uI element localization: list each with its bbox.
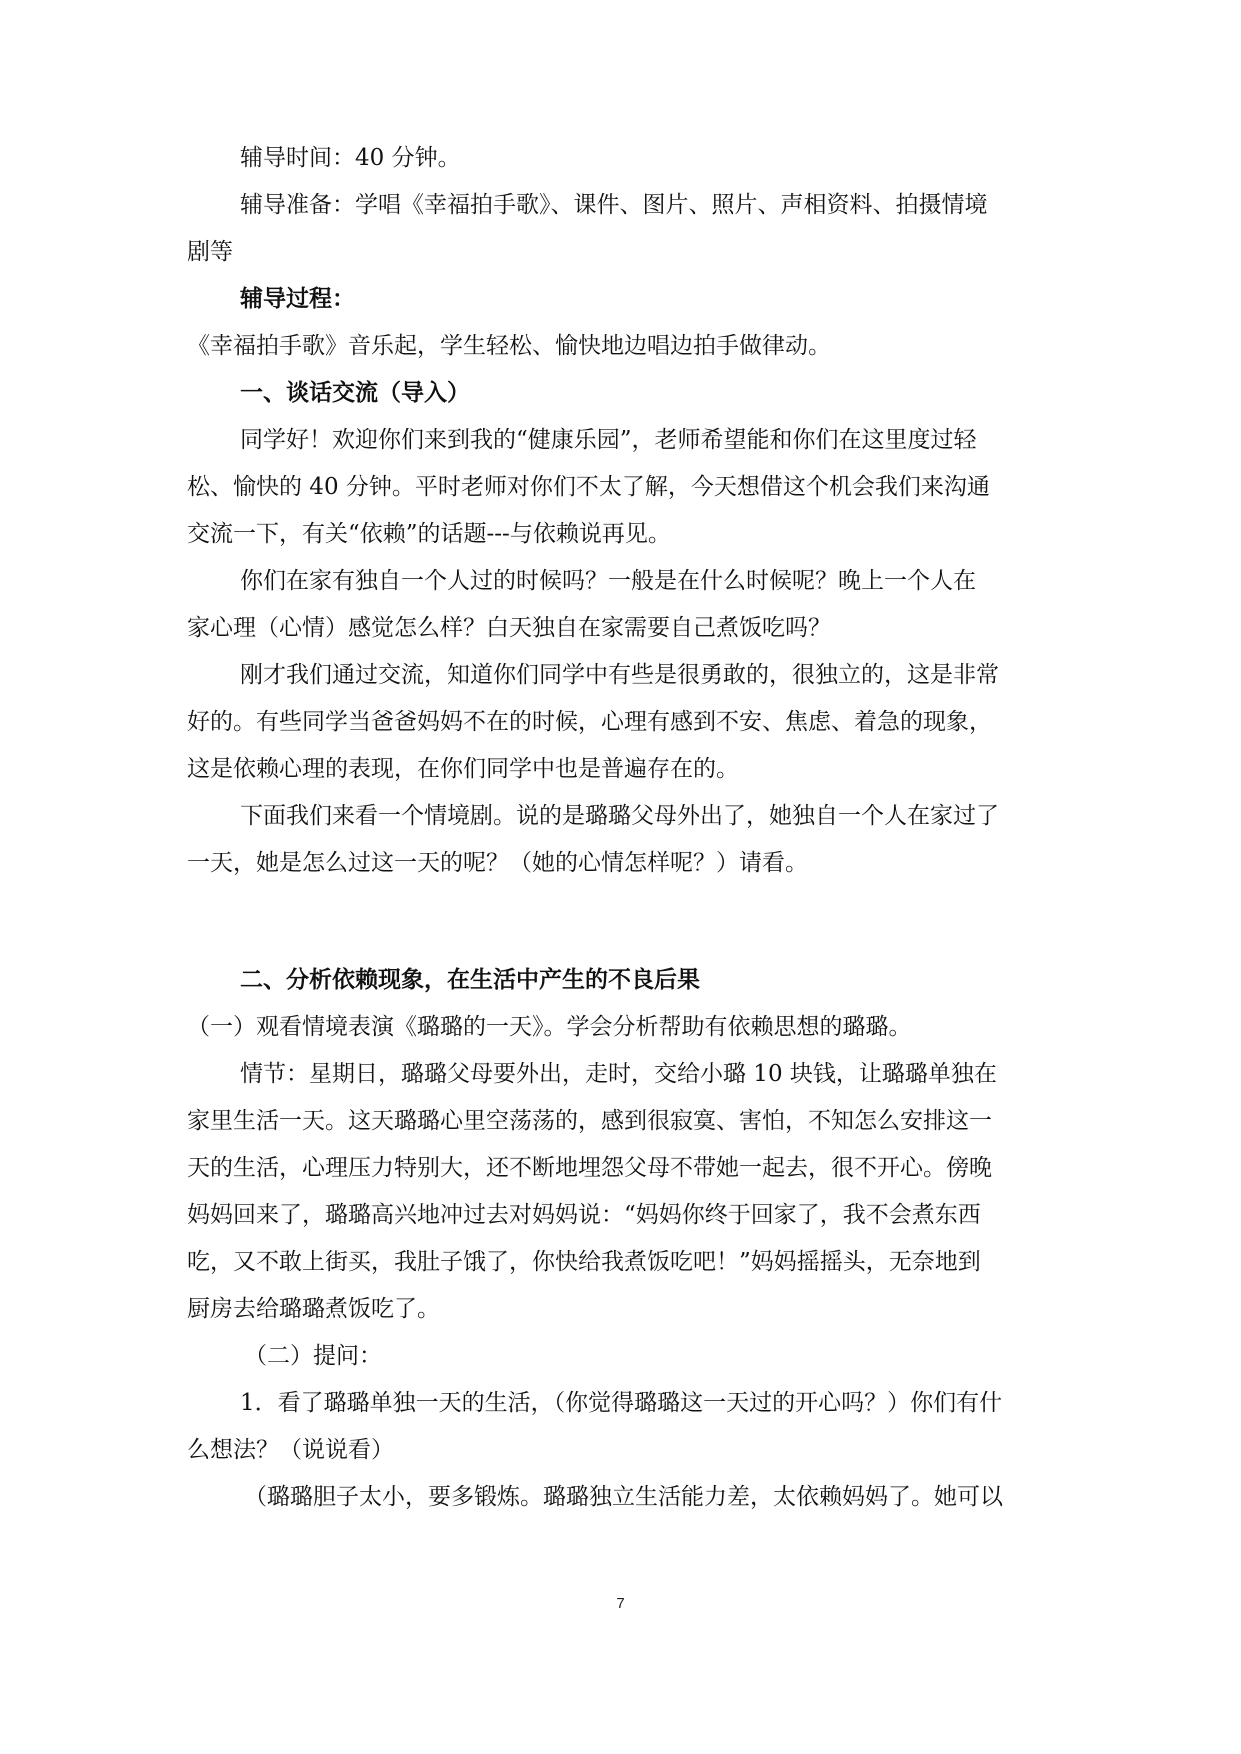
text-line: 下面我们来看一个情境剧。说的是璐璐父母外出了，她独自一个人在家过了 xyxy=(240,803,999,829)
text-line: 家里生活一天。这天璐璐心里空荡荡的，感到很寂寞、害怕，不知怎么安排这一 xyxy=(187,1108,992,1134)
text-line: 天的生活，心理压力特别大，还不断地埋怨父母不带她一起去，很不开心。傍晚 xyxy=(187,1155,992,1181)
text-line: （璐璐胆子太小，要多锻炼。璐璐独立生活能力差，太依赖妈妈了。她可以 xyxy=(244,1484,1003,1510)
text-line: 家心理（心情）感觉怎么样？白天独自在家需要自己煮饭吃吗？ xyxy=(187,615,831,641)
text-line: 《幸福拍手歌》音乐起，学生轻松、愉快地边唱边拍手做律动。 xyxy=(187,333,831,359)
text-line: 么想法？（说说看） xyxy=(187,1437,394,1463)
section-heading: 二、分析依赖现象，在生活中产生的不良后果 xyxy=(240,966,700,993)
text-line: 情节：星期日，璐璐父母要外出，走时，交给小璐 10 块钱，让璐璐单独在 xyxy=(240,1061,997,1087)
text-line: 同学好！欢迎你们来到我的“健康乐园”，老师希望能和你们在这里度过轻 xyxy=(240,427,977,453)
text-line: 松、愉快的 40 分钟。平时老师对你们不太了解，今天想借这个机会我们来沟通 xyxy=(187,474,990,500)
text-line: 吃，又不敢上街买，我肚子饿了，你快给我煮饭吃吧！”妈妈摇摇头，无奈地到 xyxy=(187,1249,981,1275)
text-line: 好的。有些同学当爸爸妈妈不在的时候，心理有感到不安、焦虑、着急的现象， xyxy=(187,709,992,735)
text-line: 一天，她是怎么过这一天的呢？（她的心情怎样呢？）请看。 xyxy=(187,850,808,876)
text-line: 1．看了璐璐单独一天的生活，（你觉得璐璐这一天过的开心吗？）你们有什 xyxy=(240,1390,1003,1416)
text-line: 辅导准备：学唱《幸福拍手歌》、课件、图片、照片、声相资料、拍摄情境 xyxy=(240,192,988,218)
section-heading: 辅导过程： xyxy=(240,285,355,312)
text-line: （二）提问： xyxy=(244,1343,382,1369)
text-line: 辅导时间：40 分钟。 xyxy=(240,145,461,171)
text-line: 这是依赖心理的表现，在你们同学中也是普遍存在的。 xyxy=(187,756,739,782)
text-line: 妈妈回来了，璐璐高兴地冲过去对妈妈说：“妈妈你终于回家了，我不会煮东西 xyxy=(187,1202,981,1228)
text-line: 剧等 xyxy=(187,239,233,265)
section-heading: 一、谈话交流（导入） xyxy=(240,379,470,406)
page-number: 7 xyxy=(616,1595,625,1612)
text-line: 交流一下，有关“依赖”的话题---与依赖说再见。 xyxy=(187,521,671,547)
text-line: 刚才我们通过交流，知道你们同学中有些是很勇敢的，很独立的，这是非常 xyxy=(240,662,999,688)
text-line: （一）观看情境表演《璐璐的一天》。学会分析帮助有依赖思想的璐璐。 xyxy=(187,1014,912,1040)
text-line: 厨房去给璐璐煮饭吃了。 xyxy=(187,1296,440,1322)
text-line: 你们在家有独自一个人过的时候吗？一般是在什么时候呢？晚上一个人在 xyxy=(240,568,976,594)
